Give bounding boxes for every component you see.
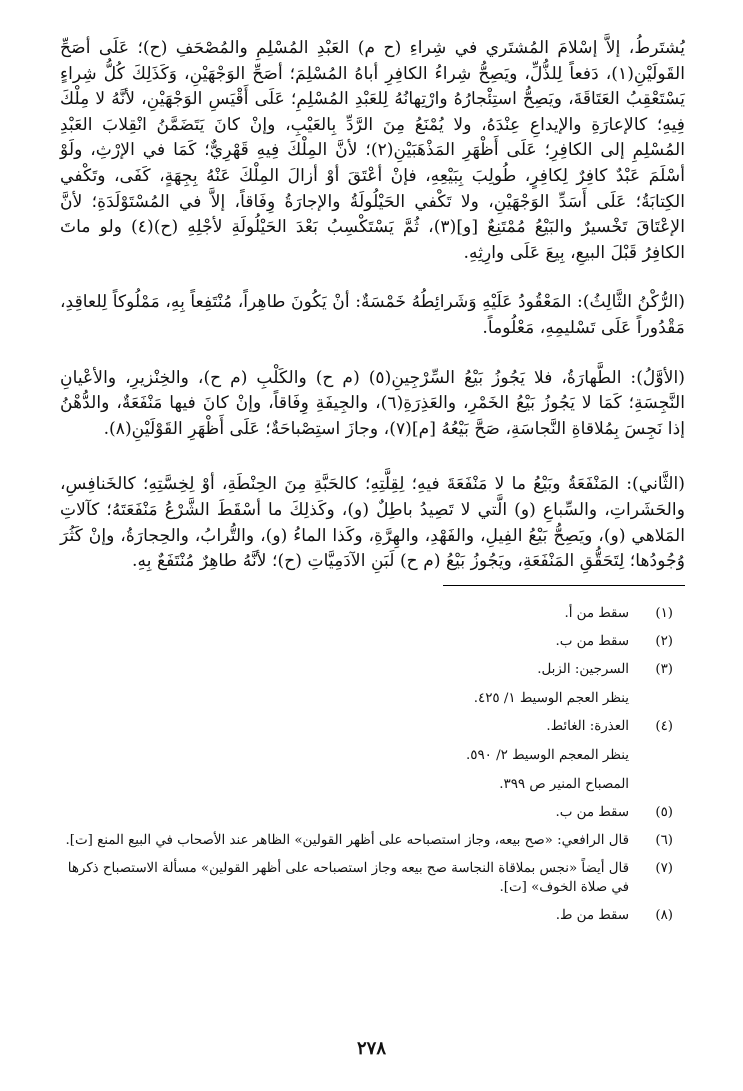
footnote-number: (٨) [655, 907, 673, 923]
footnote-text: المصباح المنير ص ٣٩٩. [499, 776, 629, 792]
page-number: ٢٧٨ [356, 1038, 386, 1059]
paragraph-ownership-conditions: يُشتَرطُ، إلاَّ إسْلامَ المُشتَري في شِراءِ (ح م) العَبْدِ المُسْلِمِ والمُصْحَفِ (ح)؛ عَلَى أصَحِّ القَولَيْنِ(١)، دَفعاً لِلذُّلِّ، ويَصِحُّ شِراءُ الكافِرِ أباهُ المُسْلِمَ؛ أصَحِّ الوَجْهَيْنِ، وَكَذَلِكَ كُلُّ شِراءٍ يَسْتَعْقِبُ العَتَاقَةَ، ويَصِحُّ استِئْجارُهُ وارْتِهانُهُ لِلعَبْدِ المُسْلِمِ؛ عَلَى أَقْيَسِ الوَجْهَيْنِ، لأنَّهُ لا مِلْكَ فِيهِ؛ كالإعارَةِ والإيداعِ عِنْدَهُ، ولا يُمْنَعُ مِنَ الرَّدِّ بِالعَيْبِ، وإنْ كانَ يَتَضَمَّنُ انْقِلابَ العَبْدِ المُسْلِمِ إلى الكافِرِ؛ عَلَى أَظْهَرِ المَذْهَبَيْنِ(٢)؛ لأنَّ المِلْكَ فِيهِ قَهْرِيٌّ؛ كَمَا في الإرْثِ، ولَوْ أسْلَمَ عَبْدٌ كافِرٌ لِكافِرٍ، طُولِبَ بِبَيْعِهِ، فإنْ أعْتَقَ أوْ أزالَ المِلْكَ عَنْهُ بِجِهَةٍ، كَفَى، وتَكْفي الكِتابَةُ؛ عَلَى أَسَدِّ الوَجْهَيْنِ، ولا تَكْفي الحَيْلُولَةُ والإجارَةُ وِفَاقاً، إلاَّ في المُسْتَوْلَدَةِ؛ لأنَّ الإعْتَاقَ تَخْسيرٌ والبَيْعُ مُمْتَنِعٌ [و](٣)، ثُمَّ يَسْتَكْسِبُ بَعْدَ الحَيْلُولَةِ لأجْلِهِ (ح)(٤) ولو ماتَ الكافِرُ قَبْلَ البيعِ، بِيعَ عَلَى وارِثِهِ. [60, 38, 686, 263]
footnote-number: (٦) [655, 832, 673, 848]
footnote [60, 632, 685, 651]
footnote-text: سقط من ط. [555, 907, 629, 923]
footnote [60, 604, 685, 623]
footnote-body [60, 717, 635, 794]
footnote-text: العذرة: الغائط. [546, 718, 629, 734]
footnote-number: (٣) [655, 661, 673, 677]
footnote-body [60, 604, 635, 623]
footnote-text: سقط من أ. [564, 605, 629, 621]
footnote-text: سقط من ب. [555, 804, 629, 820]
footnote [60, 660, 685, 708]
footnote-separator [443, 585, 685, 586]
footnote-text: قال أيضاً «نجس بملاقاة النجاسة صح بيعه وجاز استصباحه على أظهر القولين» مسألة الاستصباح ذكرها في صلاة الخوف» [ت]. [67, 860, 629, 895]
footnote-text: ينظر العجم الوسيط ١/ ٤٢٥. [473, 690, 629, 706]
footnote [60, 859, 685, 897]
footnote-body [60, 906, 635, 925]
footnotes [60, 604, 685, 925]
footnote-body [60, 831, 635, 850]
footnote-number: (٥) [655, 804, 673, 820]
footnote-text: سقط من ب. [555, 633, 629, 649]
footnote-number: (١) [655, 605, 673, 621]
footnote [60, 717, 685, 794]
footnote-text: قال الرافعي: «صح بيعه، وجاز استصباحه على أظهر القولين» الظاهر عند الأصحاب في البيع المنع [ت]. [65, 832, 629, 848]
footnote-text: السرجين: الزبل. [537, 661, 629, 677]
footnote-body [60, 859, 635, 897]
footnote [60, 831, 685, 850]
footnote-number: (٧) [655, 860, 673, 876]
paragraph-second-benefit: (الثَّاني): المَنْفَعَةُ وبَيْعُ ما لا مَنْفَعَةَ فيهِ؛ لِقِلَّتِهِ؛ كالحَبَّةِ مِنَ الحِنْطَةِ، أوْ لِخِسَّتِهِ؛ كالخَنافِسِ، والحَشَراتِ، والسِّباعِ (و) الَّتي لا تَصِيدُ باطِلٌ (و)، وكَذلِكَ ما أسْقَطَ الشَّرْعُ مَنْفَعَتَهُ؛ كآلاتِ المَلاهي (و)، ويَصِحُّ بَيْعُ الفِيلِ، والفَهْدِ، والهِرَّةِ، وكَذا الماءُ (و)، والتُّرابُ، والحِجارَةُ، وإنْ كَثُرَ وُجُودُها؛ لِتَحَقُّقِ المَنْفَعَةِ، ويَجُوزُ بَيْعُ (م ح) لَبَنِ الآدَمِيَّاتِ (ح)؛ لأنَّهُ طاهِرٌ مُنْتَفَعٌ بِهِ. [60, 474, 685, 572]
footnote-body [60, 632, 635, 651]
footnote-number: (٤) [655, 718, 673, 734]
paragraph-third-pillar: (الرُّكْنُ الثَّالِثُ): المَعْقُودُ عَلَيْهِ وَشَرائِطُهُ خَمْسَةٌ: أنْ يَكُونَ طاهِراً، مُنْتَفِعاً بِهِ، مَمْلُوكاً لِلعاقِدِ، مَقْدُوراً عَلَى تَسْليمِهِ، مَعْلُوماً. [60, 292, 685, 338]
footnote-text: ينظر المعجم الوسيط ٢/ ٥٩٠. [466, 747, 629, 763]
footnote-body [60, 803, 635, 822]
footnote-body [60, 660, 635, 708]
footnote [60, 906, 685, 925]
paragraph-first-purity: (الأوَّلُ): الطَّهارَةُ، فلا يَجُوزُ بَيْعُ السِّرْجِينِ(٥) (م ح) والكَلْبِ (م ح)، والخِنْزيرِ، والأعْيانِ النَّجِسَةِ؛ كَمَا لا يَجُوزُ بَيْعُ الخَمْرِ، والعَذِرَةِ(٦)، والجِيفَةِ وِفَاقاً، وإنْ كانَ فيها مَنْفَعَةٌ، والدُّهْنُ إذا نَجِسَ بِمُلاقاةِ النَّجاسَةِ، صَحَّ بَيْعُهُ [م](٧)، وجازَ استِصْباحَةٌ؛ عَلَى أَظْهَرِ القَوْلَيْنِ(٨). [60, 367, 685, 439]
footnote-number: (٢) [655, 633, 673, 649]
footnote [60, 803, 685, 822]
